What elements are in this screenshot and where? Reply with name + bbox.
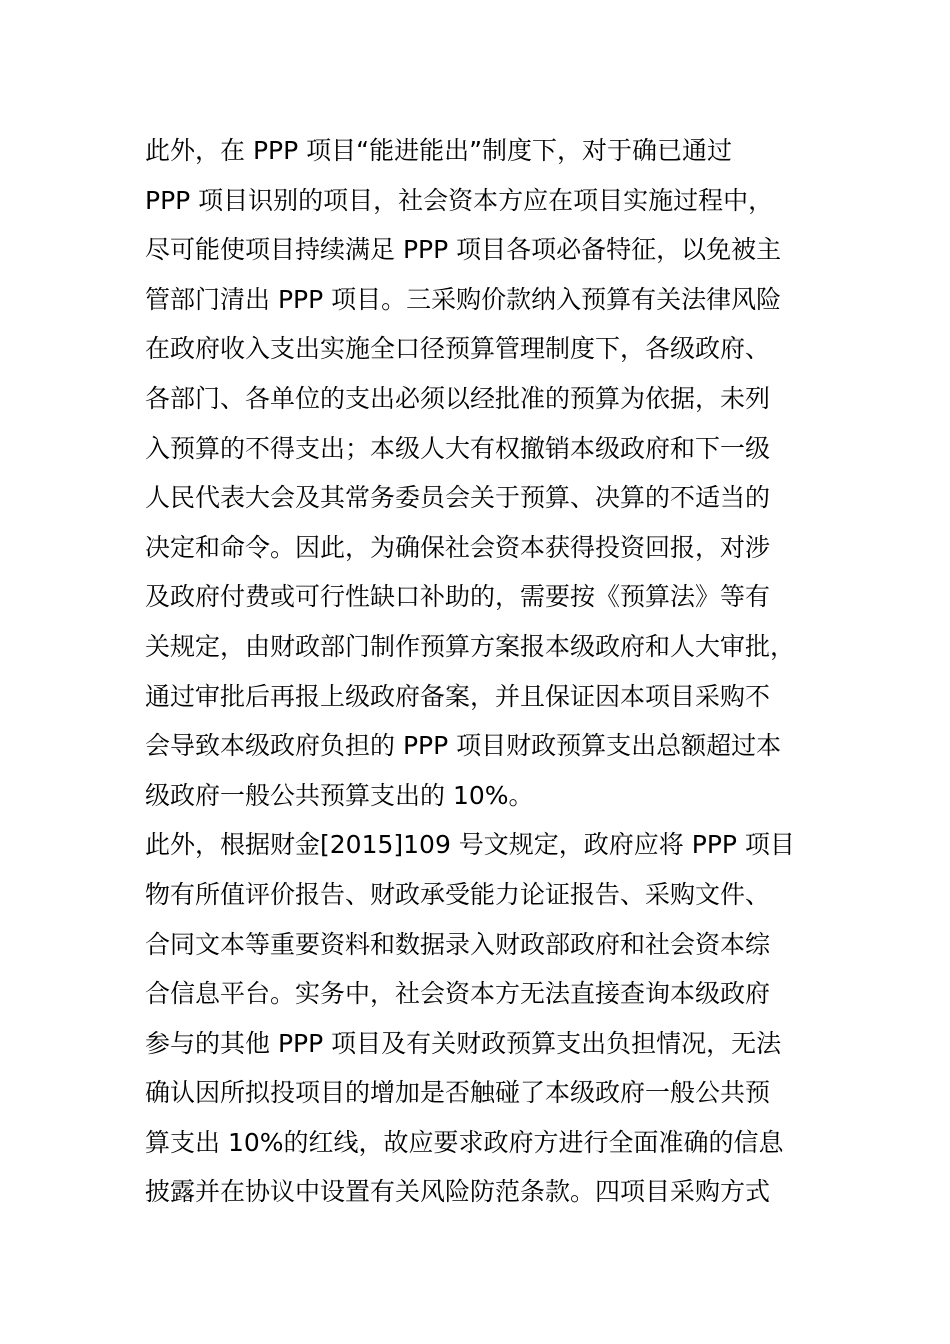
text-line: 参与的其他 PPP 项目及有关财政预算支出负担情况，无法 <box>145 1028 782 1058</box>
body-text <box>145 126 825 1217</box>
text-line: 此外，根据财金[2015]109 号文规定，政府应将 PPP 项目 <box>145 830 795 860</box>
text-line: 人民代表大会及其常务委员会关于预算、决算的不适当的 <box>145 483 771 513</box>
text-line: 披露并在协议中设置有关风险防范条款。四项目采购方式 <box>145 1177 771 1207</box>
text-line: 管部门清出 PPP 项目。三采购价款纳入预算有关法律风险 <box>145 284 782 314</box>
text-line: 合同文本等重要资料和数据录入财政部政府和社会资本综 <box>145 929 771 959</box>
text-line: 会导致本级政府负担的 PPP 项目财政预算支出总额超过本 <box>145 731 782 761</box>
text-line: 各部门、各单位的支出必须以经批准的预算为依据，未列 <box>145 383 771 413</box>
text-line: 及政府付费或可行性缺口补助的，需要按《预算法》等有 <box>145 582 771 612</box>
text-line: 关规定，由财政部门制作预算方案报本级政府和人大审批， <box>145 631 796 661</box>
text-line: 确认因所拟投项目的增加是否触碰了本级政府一般公共预 <box>145 1078 771 1108</box>
text-line: 在政府收入支出实施全口径预算管理制度下，各级政府、 <box>145 334 771 364</box>
text-line: 合信息平台。实务中，社会资本方无法直接查询本级政府 <box>145 979 771 1009</box>
text-line: 此外，在 PPP 项目“能进能出”制度下，对于确已通过 <box>145 136 733 165</box>
text-line: 物有所值评价报告、财政承受能力论证报告、采购文件、 <box>145 879 771 909</box>
text-line: 算支出 10%的红线，故应要求政府方进行全面准确的信息 <box>145 1127 784 1157</box>
text-line: 决定和命令。因此，为确保社会资本获得投资回报，对涉 <box>145 532 771 562</box>
text-line: PPP 项目识别的项目，社会资本方应在项目实施过程中， <box>145 185 774 215</box>
text-line: 入预算的不得支出；本级人大有权撤销本级政府和下一级 <box>145 433 771 463</box>
text-line: 尽可能使项目持续满足 PPP 项目各项必备特征，以免被主 <box>145 235 782 265</box>
text-line: 通过审批后再报上级政府备案，并且保证因本项目采购不 <box>145 681 771 711</box>
text-line: 级政府一般公共预算支出的 10%。 <box>145 780 534 810</box>
